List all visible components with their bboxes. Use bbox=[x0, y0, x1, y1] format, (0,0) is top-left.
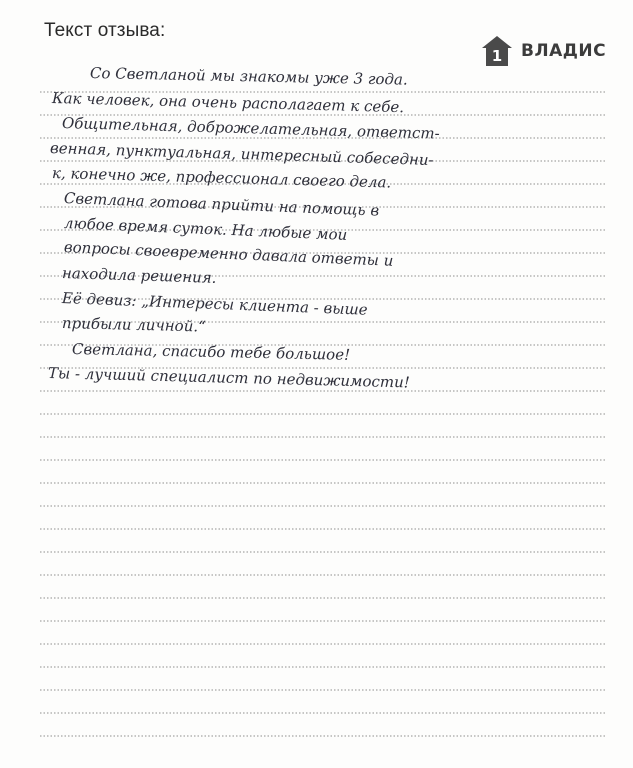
review-heading: Текст отзыва: bbox=[44, 20, 166, 41]
review-line: Её девиз: „Интересы клиента - выше bbox=[61, 289, 368, 319]
review-line: вопросы своевременно давала ответы и bbox=[63, 238, 394, 270]
review-line: Общительная, доброжелательная, ответст- bbox=[61, 114, 440, 143]
review-line: к, конечно же, профессионал своего дела. bbox=[51, 164, 392, 192]
brand-name: ВЛАДИС bbox=[521, 41, 607, 61]
review-line: прибыли личной.“ bbox=[61, 314, 207, 336]
review-line: Как человек, она очень располагает к себе. bbox=[51, 89, 405, 117]
review-line: Светлана готова прийти на помощь в bbox=[63, 189, 380, 220]
review-line: Ты - лучший специалист по недвижимости! bbox=[47, 364, 411, 392]
review-line: Со Светланой мы знакомы уже 3 года. bbox=[89, 64, 408, 89]
review-line: находила решения. bbox=[61, 264, 217, 287]
brand-icon-digit: 1 bbox=[491, 47, 503, 65]
review-line: Светлана, спасибо тебе большое! bbox=[71, 340, 351, 364]
review-line: любое время суток. На любые мои bbox=[63, 214, 348, 244]
review-line: венная, пунктуальная, интересный собеседни- bbox=[49, 139, 434, 170]
